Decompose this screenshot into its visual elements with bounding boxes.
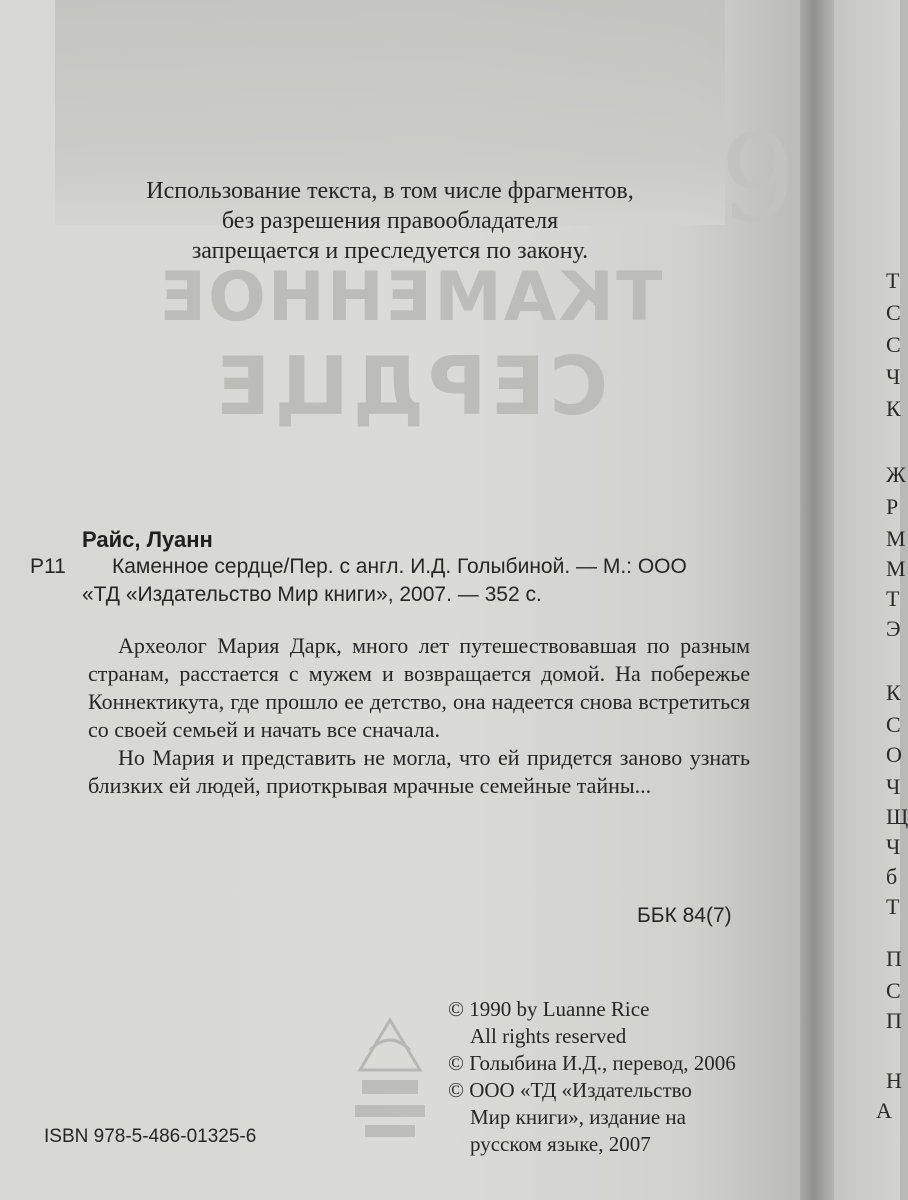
adjacent-page-letter: Ж [886, 462, 906, 487]
adjacent-page-letter: Р [886, 494, 899, 519]
notice-line: Использование текста, в том числе фрагментов, [146, 178, 634, 204]
catalog-code: Р11 [30, 555, 66, 578]
publisher-logo-icon [340, 1010, 440, 1150]
copyright-line: © ООО «ТД «Издательство [448, 1078, 692, 1102]
adjacent-page-letter: Т [886, 894, 900, 919]
bbk-code: ББК 84(7) [637, 904, 732, 927]
annotation-paragraph: Археолог Мария Дарк, много лет путешествовавшая по разным странам, расстается с мужем и возвращается домой. На побережье Коннектикута, где прошло ее детство, она надеется снова встретиться со своей семьей и начать все сначала. [88, 633, 750, 742]
notice-line: без разрешения правообладателя [221, 208, 559, 234]
adjacent-page-letter: Э [886, 616, 901, 641]
adjacent-page-letter: А [876, 1098, 892, 1123]
adjacent-page-letter: О [886, 742, 902, 767]
biblio-line: Каменное сердце/Пер. с англ. И.Д. Голыбиной. — М.: ООО [112, 555, 687, 578]
adjacent-page-letter: б [886, 864, 898, 889]
copyright-notice [90, 176, 690, 266]
copyright-line: © 1990 by Luanne Rice [448, 997, 650, 1021]
adjacent-page-letter: Ч [886, 774, 901, 799]
annotation [88, 632, 750, 800]
adjacent-page-letter: С [886, 712, 901, 737]
copyright-line: русском языке, 2007 [470, 1132, 651, 1156]
notice-line: запрещается и преследуется по закону. [191, 238, 589, 264]
annotation-paragraph: Но Мария и представить не могла, что ей придется заново узнать близких ей людей, приоткрывая мрачные семейные тайны... [88, 745, 750, 798]
adjacent-page-letter: К [886, 396, 901, 421]
author-name: Райс, Луанн [82, 527, 213, 552]
adjacent-page-letter: С [886, 978, 901, 1003]
copyright-line: © Голыбина И.Д., перевод, 2006 [448, 1051, 736, 1075]
adjacent-page-letter: М [886, 526, 906, 551]
book-gutter [800, 0, 834, 1200]
bleed-through-title-line-1: ТКАМЕННОЕ [157, 258, 663, 337]
adjacent-page-edge [834, 0, 908, 1200]
biblio-line: «ТД «Издательство Мир книги», 2007. — 352 с. [82, 583, 542, 606]
copyright-line: Мир книги», издание на [470, 1105, 686, 1129]
adjacent-page-letter: С [886, 300, 901, 325]
adjacent-page-letter: П [886, 1008, 902, 1033]
adjacent-page-letter: М [886, 556, 906, 581]
bibliographic-entry [82, 553, 782, 609]
bleed-through-letter: 9 [720, 110, 797, 249]
adjacent-page-letter: Т [886, 268, 900, 293]
adjacent-page-letter: Ч [886, 364, 901, 389]
isbn: ISBN 978-5-486-01325-6 [44, 1126, 257, 1147]
bleed-through-title-line-2: СЕРДЦЕ [211, 340, 609, 433]
adjacent-page-letter: Щ [886, 804, 908, 829]
adjacent-page-letter: С [886, 332, 901, 357]
adjacent-page-letter: К [886, 680, 901, 705]
copyright-block [448, 996, 788, 1158]
adjacent-page-letter: Т [886, 586, 900, 611]
adjacent-page-letter: Н [886, 1068, 902, 1093]
adjacent-page-letter: Ч [886, 834, 901, 859]
adjacent-page-letter: П [886, 946, 902, 971]
copyright-line: All rights reserved [470, 1024, 627, 1048]
